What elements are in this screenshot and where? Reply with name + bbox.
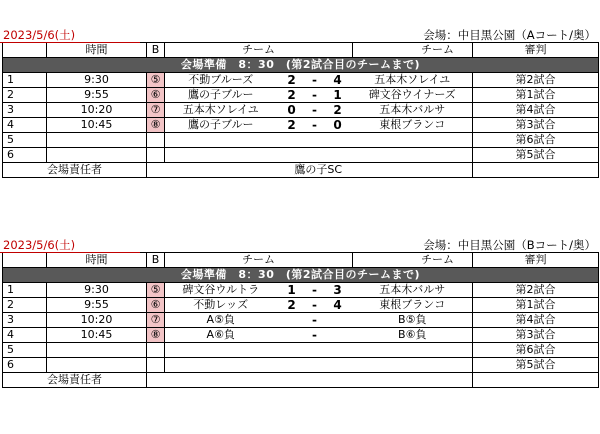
venue-label: 会場：中目黒公園（Aコート/奥） [423, 28, 596, 42]
header-row [3, 253, 599, 268]
team-2: 五本木ソレイユ [353, 73, 473, 88]
block-header [0, 28, 600, 42]
score-2: 4 [323, 73, 353, 88]
team-1: 五本木ソレイユ [165, 103, 277, 118]
score-2 [323, 328, 353, 343]
score-dash: - [307, 298, 323, 313]
venue-manager-value: 鷹の子SC [165, 163, 473, 178]
match-number: 2 [3, 88, 47, 103]
score-1: 2 [277, 88, 307, 103]
team-1: 不動レッズ [165, 298, 277, 313]
match-row [3, 358, 599, 373]
setup-banner-row [3, 268, 599, 283]
match-time [47, 343, 147, 358]
match-number: 3 [3, 103, 47, 118]
score-dash: - [307, 103, 323, 118]
match-date: 2023/5/6(土) [3, 238, 76, 252]
referee-assignment: 第5試合 [473, 358, 599, 373]
match-time: 10:20 [47, 313, 147, 328]
header-no [3, 43, 47, 58]
team-1: 碑文谷ウルトラ [165, 283, 277, 298]
referee-assignment: 第3試合 [473, 118, 599, 133]
referee-assignment: 第2試合 [473, 73, 599, 88]
schedule-block-b [0, 238, 600, 388]
block-code [147, 133, 165, 148]
block-code [147, 148, 165, 163]
match-number: 4 [3, 118, 47, 133]
venue-manager-label: 会場責任者 [3, 163, 147, 178]
block-header [0, 238, 600, 252]
score-dash: - [307, 73, 323, 88]
score-2: 1 [323, 88, 353, 103]
footer-row [3, 373, 599, 388]
block-code: ⑥ [147, 298, 165, 313]
score-1: 2 [277, 118, 307, 133]
score-dash [307, 148, 323, 163]
match-number: 1 [3, 73, 47, 88]
block-code: ⑦ [147, 103, 165, 118]
header-b: B [147, 253, 165, 268]
match-time: 9:55 [47, 88, 147, 103]
referee-assignment: 第3試合 [473, 328, 599, 343]
referee-assignment: 第6試合 [473, 133, 599, 148]
team-1: 鷹の子ブルー [165, 118, 277, 133]
score-dash: - [307, 118, 323, 133]
team-2 [353, 133, 473, 148]
referee-assignment: 第2試合 [473, 283, 599, 298]
match-time: 10:45 [47, 328, 147, 343]
setup-banner: 会場準備 8：30 (第2試合目のチームまで) [3, 268, 599, 283]
score-1: 0 [277, 103, 307, 118]
team-2: 五本木バルサ [353, 283, 473, 298]
header-no [3, 253, 47, 268]
score-1: 1 [277, 283, 307, 298]
header-referee: 審判 [473, 43, 599, 58]
team-1 [165, 358, 277, 373]
score-2 [323, 313, 353, 328]
match-row [3, 283, 599, 298]
score-2 [323, 358, 353, 373]
match-number: 2 [3, 298, 47, 313]
score-2 [323, 148, 353, 163]
match-row [3, 298, 599, 313]
match-row [3, 133, 599, 148]
block-code: ⑤ [147, 283, 165, 298]
match-row [3, 118, 599, 133]
setup-banner: 会場準備 8：30 (第2試合目のチームまで) [3, 58, 599, 73]
match-number: 6 [3, 358, 47, 373]
date-underline [0, 252, 140, 253]
team-2 [353, 343, 473, 358]
score-2: 0 [323, 118, 353, 133]
match-row [3, 328, 599, 343]
team-2: 東根ブランコ [353, 118, 473, 133]
match-time: 9:55 [47, 298, 147, 313]
match-time: 9:30 [47, 73, 147, 88]
schedule-block-a [0, 28, 600, 178]
venue-manager-label: 会場責任者 [3, 373, 147, 388]
block-code [147, 358, 165, 373]
score-dash: - [307, 88, 323, 103]
match-date: 2023/5/6(土) [3, 28, 76, 42]
score-1: 2 [277, 298, 307, 313]
score-2 [323, 343, 353, 358]
header-team1: チーム [165, 43, 353, 58]
team-1: 鷹の子ブルー [165, 88, 277, 103]
venue-label: 会場：中目黒公園（Bコート/奥） [423, 238, 596, 252]
referee-assignment: 第5試合 [473, 148, 599, 163]
score-1: 2 [277, 73, 307, 88]
venue-manager-value [165, 373, 473, 388]
team-2 [353, 148, 473, 163]
team-2: B⑤負 [353, 313, 473, 328]
match-number: 5 [3, 133, 47, 148]
score-2 [323, 133, 353, 148]
match-time: 10:45 [47, 118, 147, 133]
block-code: ⑦ [147, 313, 165, 328]
match-row [3, 88, 599, 103]
score-dash [307, 343, 323, 358]
team-1 [165, 133, 277, 148]
header-referee: 審判 [473, 253, 599, 268]
score-2: 4 [323, 298, 353, 313]
team-2 [353, 358, 473, 373]
footer-row [3, 163, 599, 178]
team-2: B⑥負 [353, 328, 473, 343]
score-dash: - [307, 283, 323, 298]
header-b: B [147, 43, 165, 58]
match-time [47, 133, 147, 148]
match-time: 9:30 [47, 283, 147, 298]
match-number: 3 [3, 313, 47, 328]
match-number: 5 [3, 343, 47, 358]
team-1: 不動ブルーズ [165, 73, 277, 88]
block-code: ⑥ [147, 88, 165, 103]
match-time [47, 358, 147, 373]
footer-spacer [147, 163, 165, 178]
footer-blank [473, 163, 599, 178]
footer-blank [473, 373, 599, 388]
referee-assignment: 第6試合 [473, 343, 599, 358]
score-1 [277, 328, 307, 343]
match-row [3, 73, 599, 88]
referee-assignment: 第1試合 [473, 88, 599, 103]
referee-assignment: 第4試合 [473, 313, 599, 328]
referee-assignment: 第4試合 [473, 103, 599, 118]
header-time: 時間 [47, 43, 147, 58]
score-1 [277, 133, 307, 148]
header-time: 時間 [47, 253, 147, 268]
team-1 [165, 343, 277, 358]
match-time: 10:20 [47, 103, 147, 118]
score-dash [307, 358, 323, 373]
match-number: 1 [3, 283, 47, 298]
score-1 [277, 358, 307, 373]
block-code: ⑧ [147, 328, 165, 343]
team-2: 五本木バルサ [353, 103, 473, 118]
date-underline [0, 42, 140, 43]
block-code [147, 343, 165, 358]
team-1 [165, 148, 277, 163]
header-row [3, 43, 599, 58]
score-dash [307, 133, 323, 148]
team-2: 東根ブランコ [353, 298, 473, 313]
team-1: A⑤負 [165, 313, 277, 328]
score-dash: - [307, 313, 323, 328]
score-1 [277, 148, 307, 163]
match-row [3, 148, 599, 163]
header-team2: チーム [353, 43, 473, 58]
schedule-table [2, 42, 599, 178]
match-row [3, 313, 599, 328]
block-code: ⑧ [147, 118, 165, 133]
score-dash: - [307, 328, 323, 343]
score-1 [277, 343, 307, 358]
footer-spacer [147, 373, 165, 388]
schedule-table [2, 252, 599, 388]
score-1 [277, 313, 307, 328]
match-time [47, 148, 147, 163]
team-1: A⑥負 [165, 328, 277, 343]
header-team1: チーム [165, 253, 353, 268]
referee-assignment: 第1試合 [473, 298, 599, 313]
match-row [3, 343, 599, 358]
score-2: 3 [323, 283, 353, 298]
match-number: 6 [3, 148, 47, 163]
setup-banner-row [3, 58, 599, 73]
match-number: 4 [3, 328, 47, 343]
block-code: ⑤ [147, 73, 165, 88]
score-2: 2 [323, 103, 353, 118]
match-row [3, 103, 599, 118]
header-team2: チーム [353, 253, 473, 268]
team-2: 碑文谷ウイナーズ [353, 88, 473, 103]
